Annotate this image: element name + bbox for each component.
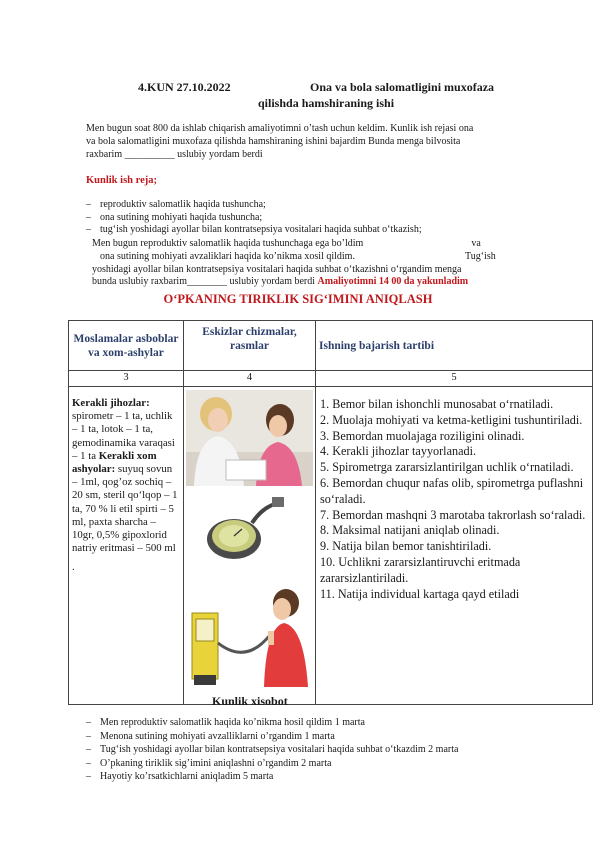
procedure-steps (316, 387, 592, 606)
column-number: 5 (316, 371, 593, 387)
summary-title: Kunlik xisobot (212, 694, 288, 708)
paragraph-text: Tug‘ish (464, 250, 496, 262)
header-equipment: Moslamalar asboblar va xom-ashylar (69, 321, 184, 371)
intro-line: Men bugun soat 800 da ishlab chiqarish amaliyotimni o’tash uchun keldim. Kunlik ish rejasi ona (86, 123, 474, 134)
procedure-step: 10. Uchlikni zararsizlantiruvchi eritmada zararsizlantiriladi. (320, 554, 521, 585)
paragraph-highlight: Amaliyotimni 14 00 da yakunladim (317, 276, 469, 288)
paragraph-text: va (471, 238, 481, 249)
header-procedure: Ishning bajarish tartibi (316, 321, 593, 371)
paragraph-text: bunda uslubiy raxbarim________ uslubiy yordam berdi (92, 276, 316, 288)
list-item: – tug‘ish yoshidagi ayollar bilan kontratsepsiya vositalari haqida suhbat o‘tkazish; (86, 224, 422, 237)
paragraph-line (92, 238, 547, 251)
procedure-step: 5. Spirometrga zararsizlantirilgan uchlik o‘rnatiladi. (320, 460, 574, 475)
end-mark: . (72, 561, 75, 574)
list-item: – O’pkaning tiriklik sig’imini aniqlashni o’rgandim 2 marta (86, 757, 458, 771)
day-date: 4.KUN 27.10.2022 (138, 80, 231, 94)
paragraph-line (92, 251, 547, 264)
procedure-step: 3. Bemordan muolajaga roziligini olinadi. (320, 428, 525, 443)
two-women-consultation-photo (186, 390, 313, 486)
procedure-step: 7. Bemordan mashqni 3 marotaba takrorlash so‘raladi. (320, 507, 586, 522)
intro-line: raxbarim __________ uslubiy yordam berdi (86, 149, 263, 160)
procedure-step: 8. Maksimal natijani aniqlab olinadi. (320, 523, 500, 538)
procedure-step: 11. Natija individual kartaga qayd etiladi (320, 586, 520, 601)
paragraph-line (92, 276, 547, 289)
plan-title: Kunlik ish reja; (86, 175, 157, 186)
list-item: – Hayotiy ko’rsatkichlarni aniqladim 5 marta (86, 770, 458, 784)
intro-paragraph (86, 122, 556, 161)
equipment-text: spirometr – 1 ta, uchlik – 1 ta, lotok – 1 ta, gemodinamika varaqasi – 1 ta (72, 410, 175, 462)
procedure-step: 2. Muolaja mohiyati va ketma-ketligini tushuntiriladi. (320, 412, 583, 427)
procedure-step: 6. Bemordan chuqur nafas olib, spirometrga puflashni so‘raladi. (320, 475, 584, 506)
plan-list (86, 199, 422, 237)
procedure-step: 9. Natija bilan bemor tanishtiriladi. (320, 539, 492, 554)
equipment-cell (69, 387, 184, 705)
page-title: Ona va bola salomatligini muxofaza (310, 80, 495, 94)
procedure-table (68, 320, 593, 705)
table-header-row (69, 321, 593, 371)
paragraph-text: Men bugun reproduktiv salomatlik haqida tushunchaga ega bo’ldim (92, 238, 364, 249)
table-number-row (69, 371, 593, 387)
equipment-label: Kerakli jihozlar: (72, 397, 150, 409)
paragraph-line: yoshidagi ayollar bilan kontratsepsiya vositalari haqida suhbat o‘tkazishni o‘rgandim menga (92, 263, 462, 275)
materials-label: Kerakli xom ashyolar: (72, 449, 157, 476)
procedure-step: 1. Bemor bilan ishonchli munosabat o‘rnatiladi. (320, 397, 554, 411)
header-drawings: Eskizlar chizmalar, rasmlar (184, 321, 316, 371)
list-item: – reproduktiv salomatlik haqida tushuncha; (86, 199, 422, 212)
column-number: 3 (69, 371, 184, 387)
procedure-steps-cell (316, 387, 593, 705)
paragraph-text: ona sutining mohiyati avzaliklari haqida ko’nikma xosil qildim. (100, 250, 355, 262)
table-row (69, 387, 593, 705)
list-item: – ona sutining mohiyati haqida tushuncha; (86, 212, 422, 225)
woman-using-spirometer-photo (186, 583, 313, 687)
page-title-line2: qilishda hamshiraning ishi (258, 96, 395, 110)
images-cell (184, 387, 316, 705)
column-number: 4 (184, 371, 316, 387)
list-item: – Tug‘ish yoshidagi ayollar bilan kontratsepsiya vositalari haqida suhbat o‘tkazdim 2 marta (86, 743, 458, 757)
materials-text: suyuq sovun – 1ml, qog’oz sochiq – 20 sm, steril qo‘lqop – 1 ta, 70 % li etil spirti – 5 ml, paxta sharcha – 10gr, 0,5% gipoxlorid natriy eritmasi – 500 ml (72, 463, 178, 555)
spirometer-device-photo (202, 493, 288, 568)
intro-line: va bola salomatligini muxofaza qilishda hamshiraning ishini bajardim Bunda menga bilvosita (86, 136, 461, 147)
list-item: – Menona sutining mohiyati avzalliklarni o’rgandim 1 marta (86, 730, 458, 744)
summary-list (86, 716, 458, 784)
list-item: – Men reproduktiv salomatlik haqida ko’nikma hosil qildim 1 marta (86, 716, 458, 730)
summary-paragraph (92, 238, 547, 289)
section-title: O‘PKANING TIRIKLIK SIG‘IMINI ANIQLASH (163, 292, 433, 306)
procedure-step: 4. Kerakli jihozlar tayyorlanadi. (320, 444, 477, 459)
